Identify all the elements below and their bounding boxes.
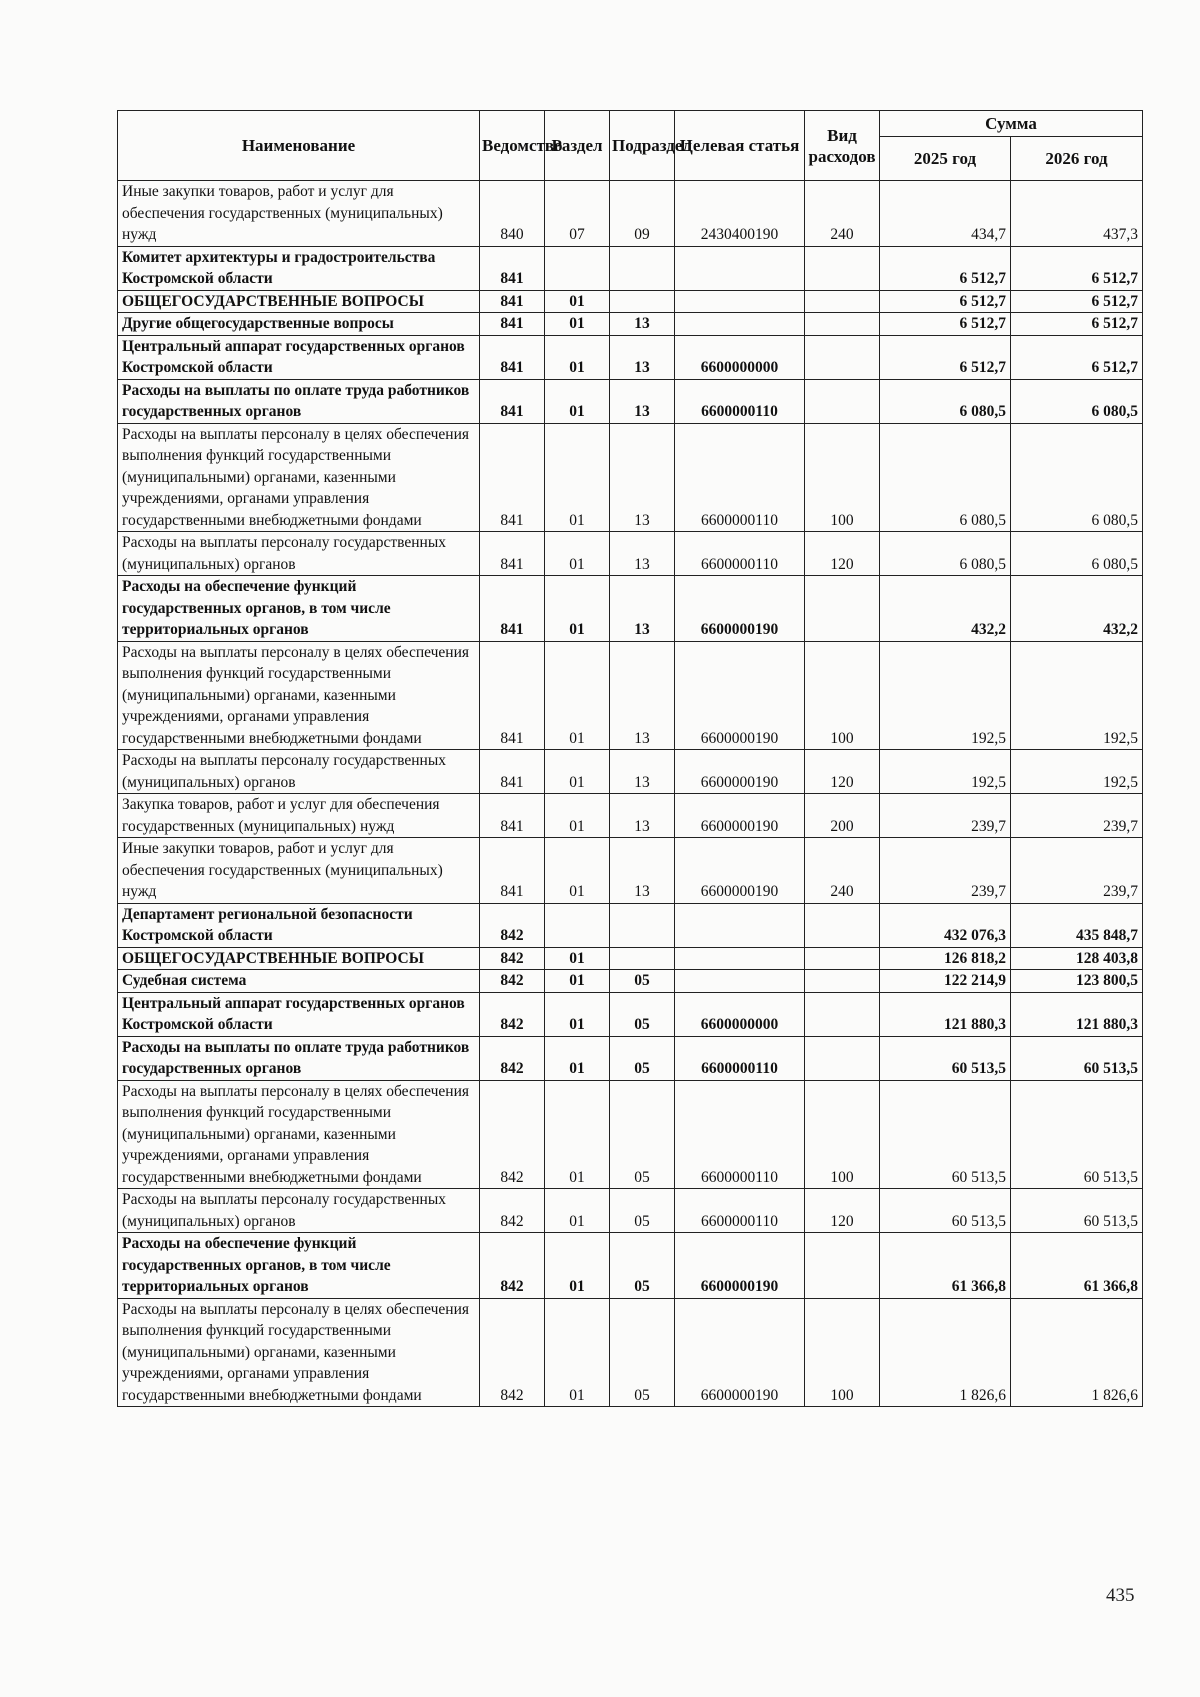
cell-sum-2026: 239,7 <box>1011 838 1143 904</box>
cell-podrazdel: 13 <box>610 838 675 904</box>
cell-sum-2025: 1 826,6 <box>880 1298 1011 1407</box>
cell-podrazdel: 05 <box>610 1298 675 1407</box>
cell-name: Расходы на выплаты персоналу государственных (муниципальных) органов <box>118 1189 480 1233</box>
cell-razdel: 01 <box>545 1298 610 1407</box>
cell-sum-2025: 432 076,3 <box>880 903 1011 947</box>
cell-sum-2026: 61 366,8 <box>1011 1233 1143 1299</box>
cell-sum-2025: 60 513,5 <box>880 1189 1011 1233</box>
cell-sum-2025: 434,7 <box>880 181 1011 247</box>
table-row <box>118 576 1143 642</box>
cell-razdel: 01 <box>545 947 610 970</box>
table-row <box>118 423 1143 532</box>
cell-vid-rashodov: 100 <box>805 641 880 750</box>
cell-razdel: 01 <box>545 992 610 1036</box>
cell-name: Департамент региональной безопасности Костромской области <box>118 903 480 947</box>
cell-podrazdel: 13 <box>610 576 675 642</box>
cell-celevaya-statya: 6600000110 <box>675 423 805 532</box>
cell-vid-rashodov <box>805 379 880 423</box>
cell-razdel: 01 <box>545 335 610 379</box>
cell-sum-2026: 6 512,7 <box>1011 313 1143 336</box>
cell-sum-2026: 6 080,5 <box>1011 423 1143 532</box>
cell-podrazdel: 13 <box>610 532 675 576</box>
cell-sum-2025: 6 512,7 <box>880 335 1011 379</box>
cell-vid-rashodov <box>805 970 880 993</box>
cell-razdel: 01 <box>545 1036 610 1080</box>
cell-name: Иные закупки товаров, работ и услуг для обеспечения государственных (муниципальных) нужд <box>118 838 480 904</box>
cell-name: ОБЩЕГОСУДАРСТВЕННЫЕ ВОПРОСЫ <box>118 290 480 313</box>
cell-razdel: 01 <box>545 1233 610 1299</box>
header-podrazdel: Подраздел <box>610 111 675 181</box>
cell-sum-2026: 192,5 <box>1011 750 1143 794</box>
cell-celevaya-statya: 6600000110 <box>675 532 805 576</box>
cell-vedomstvo: 842 <box>480 970 545 993</box>
cell-sum-2026: 6 080,5 <box>1011 379 1143 423</box>
cell-sum-2025: 122 214,9 <box>880 970 1011 993</box>
cell-sum-2026: 432,2 <box>1011 576 1143 642</box>
cell-podrazdel: 05 <box>610 970 675 993</box>
cell-celevaya-statya: 6600000000 <box>675 335 805 379</box>
cell-celevaya-statya: 6600000190 <box>675 750 805 794</box>
cell-vedomstvo: 841 <box>480 313 545 336</box>
cell-razdel <box>545 246 610 290</box>
cell-celevaya-statya: 6600000110 <box>675 1080 805 1189</box>
table-row <box>118 1298 1143 1407</box>
table-row <box>118 838 1143 904</box>
cell-name: Закупка товаров, работ и услуг для обеспечения государственных (муниципальных) нужд <box>118 794 480 838</box>
cell-vedomstvo: 842 <box>480 1036 545 1080</box>
table-row <box>118 641 1143 750</box>
table-row <box>118 379 1143 423</box>
cell-celevaya-statya: 6600000190 <box>675 1298 805 1407</box>
cell-vid-rashodov <box>805 576 880 642</box>
header-name: Наименование <box>118 111 480 181</box>
cell-name: Расходы на выплаты персоналу в целях обеспечения выполнения функций государственными (муниципальными) органами, казенными учреждениями, органами управления государственными внебюджетными фондами <box>118 641 480 750</box>
table-row <box>118 335 1143 379</box>
cell-vedomstvo: 841 <box>480 576 545 642</box>
cell-podrazdel <box>610 246 675 290</box>
cell-razdel: 01 <box>545 970 610 993</box>
table-row <box>118 750 1143 794</box>
table-row <box>118 903 1143 947</box>
cell-celevaya-statya: 6600000110 <box>675 1036 805 1080</box>
cell-razdel: 01 <box>545 313 610 336</box>
cell-vid-rashodov <box>805 1036 880 1080</box>
cell-vid-rashodov <box>805 335 880 379</box>
cell-podrazdel: 13 <box>610 335 675 379</box>
cell-vedomstvo: 841 <box>480 838 545 904</box>
cell-celevaya-statya: 6600000190 <box>675 794 805 838</box>
table-row <box>118 1036 1143 1080</box>
cell-name: Расходы на выплаты персоналу государственных (муниципальных) органов <box>118 750 480 794</box>
cell-sum-2025: 61 366,8 <box>880 1233 1011 1299</box>
cell-vedomstvo: 842 <box>480 1233 545 1299</box>
cell-name: Расходы на выплаты персоналу в целях обеспечения выполнения функций государственными (муниципальными) органами, казенными учреждениями, органами управления государственными внебюджетными фондами <box>118 1298 480 1407</box>
cell-razdel: 07 <box>545 181 610 247</box>
cell-sum-2026: 437,3 <box>1011 181 1143 247</box>
cell-celevaya-statya: 2430400190 <box>675 181 805 247</box>
cell-razdel: 01 <box>545 576 610 642</box>
cell-sum-2025: 6 080,5 <box>880 423 1011 532</box>
cell-sum-2026: 6 512,7 <box>1011 290 1143 313</box>
cell-sum-2026: 60 513,5 <box>1011 1036 1143 1080</box>
table-row <box>118 290 1143 313</box>
cell-vid-rashodov: 100 <box>805 423 880 532</box>
cell-podrazdel: 05 <box>610 1233 675 1299</box>
cell-name: Иные закупки товаров, работ и услуг для обеспечения государственных (муниципальных) нужд <box>118 181 480 247</box>
table-row <box>118 181 1143 247</box>
cell-podrazdel: 13 <box>610 794 675 838</box>
table-row <box>118 947 1143 970</box>
cell-vid-rashodov: 120 <box>805 1189 880 1233</box>
cell-sum-2026: 192,5 <box>1011 641 1143 750</box>
cell-razdel: 01 <box>545 641 610 750</box>
cell-celevaya-statya: 6600000000 <box>675 992 805 1036</box>
cell-vedomstvo: 840 <box>480 181 545 247</box>
cell-celevaya-statya: 6600000190 <box>675 838 805 904</box>
cell-sum-2026: 435 848,7 <box>1011 903 1143 947</box>
cell-vid-rashodov <box>805 313 880 336</box>
header-vid-rashodov: Вид расходов <box>805 111 880 181</box>
cell-name: Расходы на выплаты по оплате труда работников государственных органов <box>118 1036 480 1080</box>
table-row <box>118 532 1143 576</box>
cell-podrazdel: 13 <box>610 641 675 750</box>
cell-podrazdel: 13 <box>610 750 675 794</box>
cell-vedomstvo: 841 <box>480 750 545 794</box>
cell-celevaya-statya <box>675 246 805 290</box>
cell-name: ОБЩЕГОСУДАРСТВЕННЫЕ ВОПРОСЫ <box>118 947 480 970</box>
cell-vedomstvo: 841 <box>480 423 545 532</box>
cell-vid-rashodov: 240 <box>805 181 880 247</box>
cell-sum-2025: 6 080,5 <box>880 379 1011 423</box>
cell-razdel <box>545 903 610 947</box>
table-row <box>118 313 1143 336</box>
cell-celevaya-statya: 6600000190 <box>675 1233 805 1299</box>
table-row <box>118 1080 1143 1189</box>
cell-sum-2026: 6 512,7 <box>1011 335 1143 379</box>
cell-vedomstvo: 841 <box>480 379 545 423</box>
cell-razdel: 01 <box>545 794 610 838</box>
cell-sum-2025: 6 512,7 <box>880 290 1011 313</box>
cell-vedomstvo: 842 <box>480 1189 545 1233</box>
cell-name: Расходы на выплаты персоналу в целях обеспечения выполнения функций государственными (муниципальными) органами, казенными учреждениями, органами управления государственными внебюджетными фондами <box>118 1080 480 1189</box>
cell-name: Расходы на обеспечение функций государственных органов, в том числе территориальных органов <box>118 1233 480 1299</box>
cell-celevaya-statya: 6600000110 <box>675 1189 805 1233</box>
cell-vedomstvo: 842 <box>480 1298 545 1407</box>
cell-podrazdel: 13 <box>610 313 675 336</box>
cell-vid-rashodov: 100 <box>805 1298 880 1407</box>
cell-celevaya-statya <box>675 903 805 947</box>
cell-name: Расходы на выплаты персоналу в целях обеспечения выполнения функций государственными (муниципальными) органами, казенными учреждениями, органами управления государственными внебюджетными фондами <box>118 423 480 532</box>
budget-table <box>117 110 1143 1407</box>
cell-razdel: 01 <box>545 532 610 576</box>
header-vedomstvo: Ведомство <box>480 111 545 181</box>
table-row <box>118 246 1143 290</box>
cell-vedomstvo: 842 <box>480 992 545 1036</box>
cell-podrazdel <box>610 947 675 970</box>
header-celevaya-statya: Целевая статья <box>675 111 805 181</box>
cell-sum-2025: 239,7 <box>880 838 1011 904</box>
cell-razdel: 01 <box>545 1080 610 1189</box>
table-header <box>118 111 1143 181</box>
cell-razdel: 01 <box>545 290 610 313</box>
cell-vedomstvo: 841 <box>480 246 545 290</box>
table-row <box>118 1189 1143 1233</box>
cell-razdel: 01 <box>545 838 610 904</box>
cell-podrazdel: 05 <box>610 992 675 1036</box>
cell-celevaya-statya <box>675 970 805 993</box>
cell-celevaya-statya <box>675 947 805 970</box>
cell-celevaya-statya: 6600000190 <box>675 576 805 642</box>
cell-sum-2025: 6 512,7 <box>880 246 1011 290</box>
cell-name: Расходы на выплаты по оплате труда работников государственных органов <box>118 379 480 423</box>
cell-vid-rashodov: 100 <box>805 1080 880 1189</box>
cell-sum-2025: 192,5 <box>880 641 1011 750</box>
cell-celevaya-statya <box>675 313 805 336</box>
cell-podrazdel: 13 <box>610 379 675 423</box>
cell-razdel: 01 <box>545 750 610 794</box>
cell-podrazdel: 13 <box>610 423 675 532</box>
cell-sum-2026: 60 513,5 <box>1011 1189 1143 1233</box>
cell-name: Центральный аппарат государственных органов Костромской области <box>118 992 480 1036</box>
cell-name: Расходы на обеспечение функций государственных органов, в том числе территориальных органов <box>118 576 480 642</box>
cell-name: Расходы на выплаты персоналу государственных (муниципальных) органов <box>118 532 480 576</box>
cell-sum-2025: 60 513,5 <box>880 1080 1011 1189</box>
cell-name: Судебная система <box>118 970 480 993</box>
cell-name: Комитет архитектуры и градостроительства Костромской области <box>118 246 480 290</box>
cell-celevaya-statya: 6600000190 <box>675 641 805 750</box>
cell-vid-rashodov <box>805 246 880 290</box>
cell-vid-rashodov: 120 <box>805 532 880 576</box>
cell-vid-rashodov: 200 <box>805 794 880 838</box>
cell-vid-rashodov <box>805 290 880 313</box>
cell-sum-2026: 60 513,5 <box>1011 1080 1143 1189</box>
cell-vedomstvo: 841 <box>480 335 545 379</box>
cell-razdel: 01 <box>545 423 610 532</box>
cell-vid-rashodov: 240 <box>805 838 880 904</box>
cell-name: Центральный аппарат государственных органов Костромской области <box>118 335 480 379</box>
header-summa: Сумма <box>880 111 1143 137</box>
cell-sum-2025: 60 513,5 <box>880 1036 1011 1080</box>
cell-vedomstvo: 842 <box>480 947 545 970</box>
page-number: 435 <box>1106 1585 1135 1606</box>
cell-vid-rashodov <box>805 1233 880 1299</box>
header-year-2025: 2025 год <box>880 137 1011 181</box>
cell-vid-rashodov: 120 <box>805 750 880 794</box>
cell-vedomstvo: 842 <box>480 1080 545 1189</box>
cell-razdel: 01 <box>545 1189 610 1233</box>
cell-podrazdel: 09 <box>610 181 675 247</box>
cell-sum-2025: 121 880,3 <box>880 992 1011 1036</box>
cell-sum-2025: 239,7 <box>880 794 1011 838</box>
cell-sum-2025: 432,2 <box>880 576 1011 642</box>
cell-sum-2025: 126 818,2 <box>880 947 1011 970</box>
cell-sum-2026: 123 800,5 <box>1011 970 1143 993</box>
cell-vedomstvo: 842 <box>480 903 545 947</box>
cell-vid-rashodov <box>805 903 880 947</box>
cell-podrazdel: 05 <box>610 1189 675 1233</box>
cell-sum-2026: 128 403,8 <box>1011 947 1143 970</box>
cell-celevaya-statya: 6600000110 <box>675 379 805 423</box>
cell-name: Другие общегосударственные вопросы <box>118 313 480 336</box>
cell-podrazdel <box>610 290 675 313</box>
cell-podrazdel: 05 <box>610 1080 675 1189</box>
header-razdel: Раздел <box>545 111 610 181</box>
table-row <box>118 992 1143 1036</box>
cell-sum-2026: 121 880,3 <box>1011 992 1143 1036</box>
cell-sum-2026: 6 080,5 <box>1011 532 1143 576</box>
cell-sum-2025: 192,5 <box>880 750 1011 794</box>
table-row <box>118 794 1143 838</box>
cell-vedomstvo: 841 <box>480 641 545 750</box>
cell-podrazdel <box>610 903 675 947</box>
cell-vid-rashodov <box>805 992 880 1036</box>
cell-sum-2025: 6 080,5 <box>880 532 1011 576</box>
cell-sum-2026: 6 512,7 <box>1011 246 1143 290</box>
cell-sum-2026: 239,7 <box>1011 794 1143 838</box>
cell-vedomstvo: 841 <box>480 532 545 576</box>
cell-vedomstvo: 841 <box>480 794 545 838</box>
table-body <box>118 181 1143 1407</box>
cell-celevaya-statya <box>675 290 805 313</box>
table-row <box>118 970 1143 993</box>
table-row <box>118 1233 1143 1299</box>
cell-sum-2026: 1 826,6 <box>1011 1298 1143 1407</box>
cell-razdel: 01 <box>545 379 610 423</box>
cell-podrazdel: 05 <box>610 1036 675 1080</box>
header-year-2026: 2026 год <box>1011 137 1143 181</box>
cell-vedomstvo: 841 <box>480 290 545 313</box>
cell-sum-2025: 6 512,7 <box>880 313 1011 336</box>
cell-vid-rashodov <box>805 947 880 970</box>
